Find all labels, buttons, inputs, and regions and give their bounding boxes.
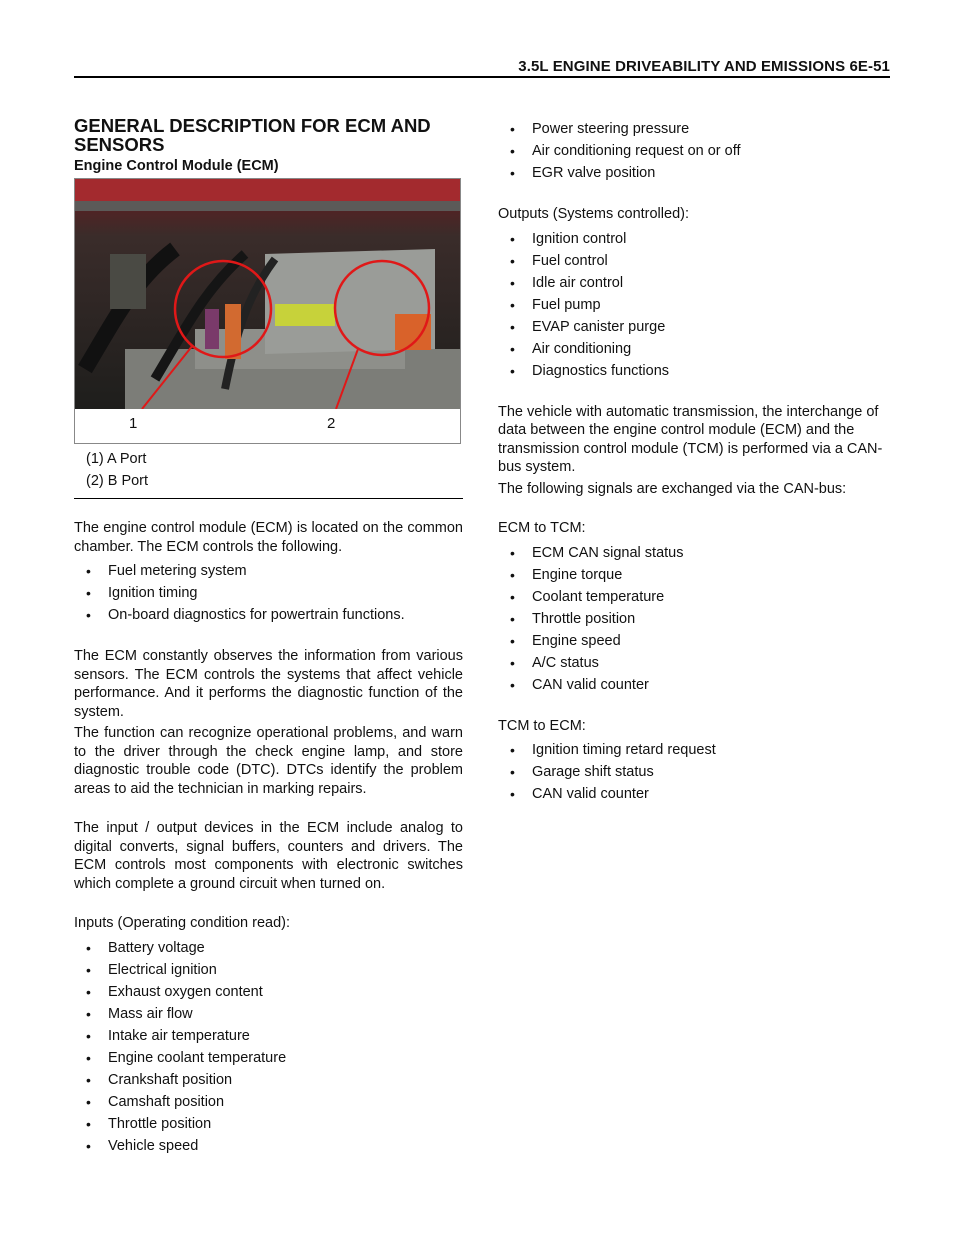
list-item: • EVAP canister purge [498, 316, 890, 338]
tcm-to-ecm-list [498, 739, 890, 805]
list-item: • Intake air temperature [74, 1025, 463, 1047]
list-item: • Crankshaft position [74, 1069, 463, 1091]
list-item: • CAN valid counter [498, 674, 890, 696]
list-item: • Vehicle speed [74, 1135, 463, 1157]
list-item: • Electrical ignition [74, 959, 463, 981]
paragraph-io-devices: The input / output devices in the ECM include analog to digital converts, signal buffers, counters and drivers. The ECM controls most components with electronic switches which complete a ground circuit when turned on. [74, 820, 463, 892]
list-item: • Engine speed [498, 630, 890, 652]
list-item: • A/C status [498, 652, 890, 674]
list-item: • ECM CAN signal status [498, 542, 890, 564]
inputs-continued-list [498, 118, 890, 184]
paragraph-can-bus: The vehicle with automatic transmission, the interchange of data between the engine control module (ECM) and the transmission control module (TCM) is performed via a CAN-bus system. [498, 403, 883, 475]
list-item: • Engine torque [498, 564, 890, 586]
list-item: • Air conditioning [498, 338, 890, 360]
paragraph-ecm-location: The engine control module (ECM) is located on the common chamber. The ECM controls the following. [74, 520, 463, 555]
inputs-list [74, 937, 463, 1157]
list-item: • Diagnostics functions [498, 360, 890, 382]
list-item: • Fuel pump [498, 294, 890, 316]
list-item: • Ignition timing [74, 582, 463, 604]
page-header: 3.5L ENGINE DRIVEABILITY AND EMISSIONS 6E-51 [518, 58, 890, 75]
list-item: • Engine coolant temperature [74, 1047, 463, 1069]
list-item: • Garage shift status [498, 761, 890, 783]
list-item: • Mass air flow [74, 1003, 463, 1025]
ecm-photo [75, 179, 460, 409]
ecm-to-tcm-heading: ECM to TCM: [498, 520, 586, 536]
section-title [74, 116, 463, 154]
list-item: • Idle air control [498, 272, 890, 294]
header-rule [74, 76, 890, 78]
list-item: • Fuel metering system [74, 560, 463, 582]
paragraph-ecm-observes: The ECM constantly observes the information from various sensors. The ECM controls the systems that affect vehicle performance. And it performs the diagnostic function of the system. [74, 648, 463, 720]
caption-b-port: (2) B Port [86, 473, 149, 489]
list-item: • Throttle position [498, 608, 890, 630]
section-subtitle: Engine Control Module (ECM) [74, 158, 279, 174]
list-item: • On-board diagnostics for powertrain functions. [74, 604, 463, 626]
list-item: • CAN valid counter [498, 783, 890, 805]
list-item: • Ignition control [498, 228, 890, 250]
list-item: • Ignition timing retard request [498, 739, 890, 761]
inputs-heading: Inputs (Operating condition read): [74, 915, 291, 931]
list-item: • Power steering pressure [498, 118, 890, 140]
list-item: • Throttle position [74, 1113, 463, 1135]
list-item: • Coolant temperature [498, 586, 890, 608]
right-column [498, 118, 890, 805]
outputs-heading: Outputs (Systems controlled): [498, 206, 689, 222]
ecm-to-tcm-list [498, 542, 890, 696]
figure-rule [74, 498, 463, 499]
paragraph-signals-exchanged: The following signals are exchanged via the CAN-bus: [498, 480, 847, 497]
tcm-to-ecm-heading: TCM to ECM: [498, 717, 586, 734]
list-item: • EGR valve position [498, 162, 890, 184]
left-column [74, 116, 463, 1157]
paragraph-ecm-function: The function can recognize operational problems, and warn to the driver through the check engine lamp, and store diagnostic trouble code (DTC). DTCs identify the problem areas to aid the technician in marking repairs. [74, 725, 463, 797]
list-item: • Camshaft position [74, 1091, 463, 1113]
figure-label-1: 1 [129, 415, 138, 432]
section-title-line1: GENERAL DESCRIPTION FOR ECM AND [74, 115, 431, 136]
list-item: • Battery voltage [74, 937, 463, 959]
controls-list [74, 560, 463, 626]
list-item: • Exhaust oxygen content [74, 981, 463, 1003]
outputs-list [498, 228, 890, 382]
section-title-line2: SENSORS [74, 134, 165, 155]
ecm-figure [74, 178, 461, 444]
caption-a-port: (1) A Port [86, 451, 147, 467]
list-item: • Fuel control [498, 250, 890, 272]
figure-label-2: 2 [327, 415, 336, 432]
list-item: • Air conditioning request on or off [498, 140, 890, 162]
figure-captions [86, 448, 463, 492]
